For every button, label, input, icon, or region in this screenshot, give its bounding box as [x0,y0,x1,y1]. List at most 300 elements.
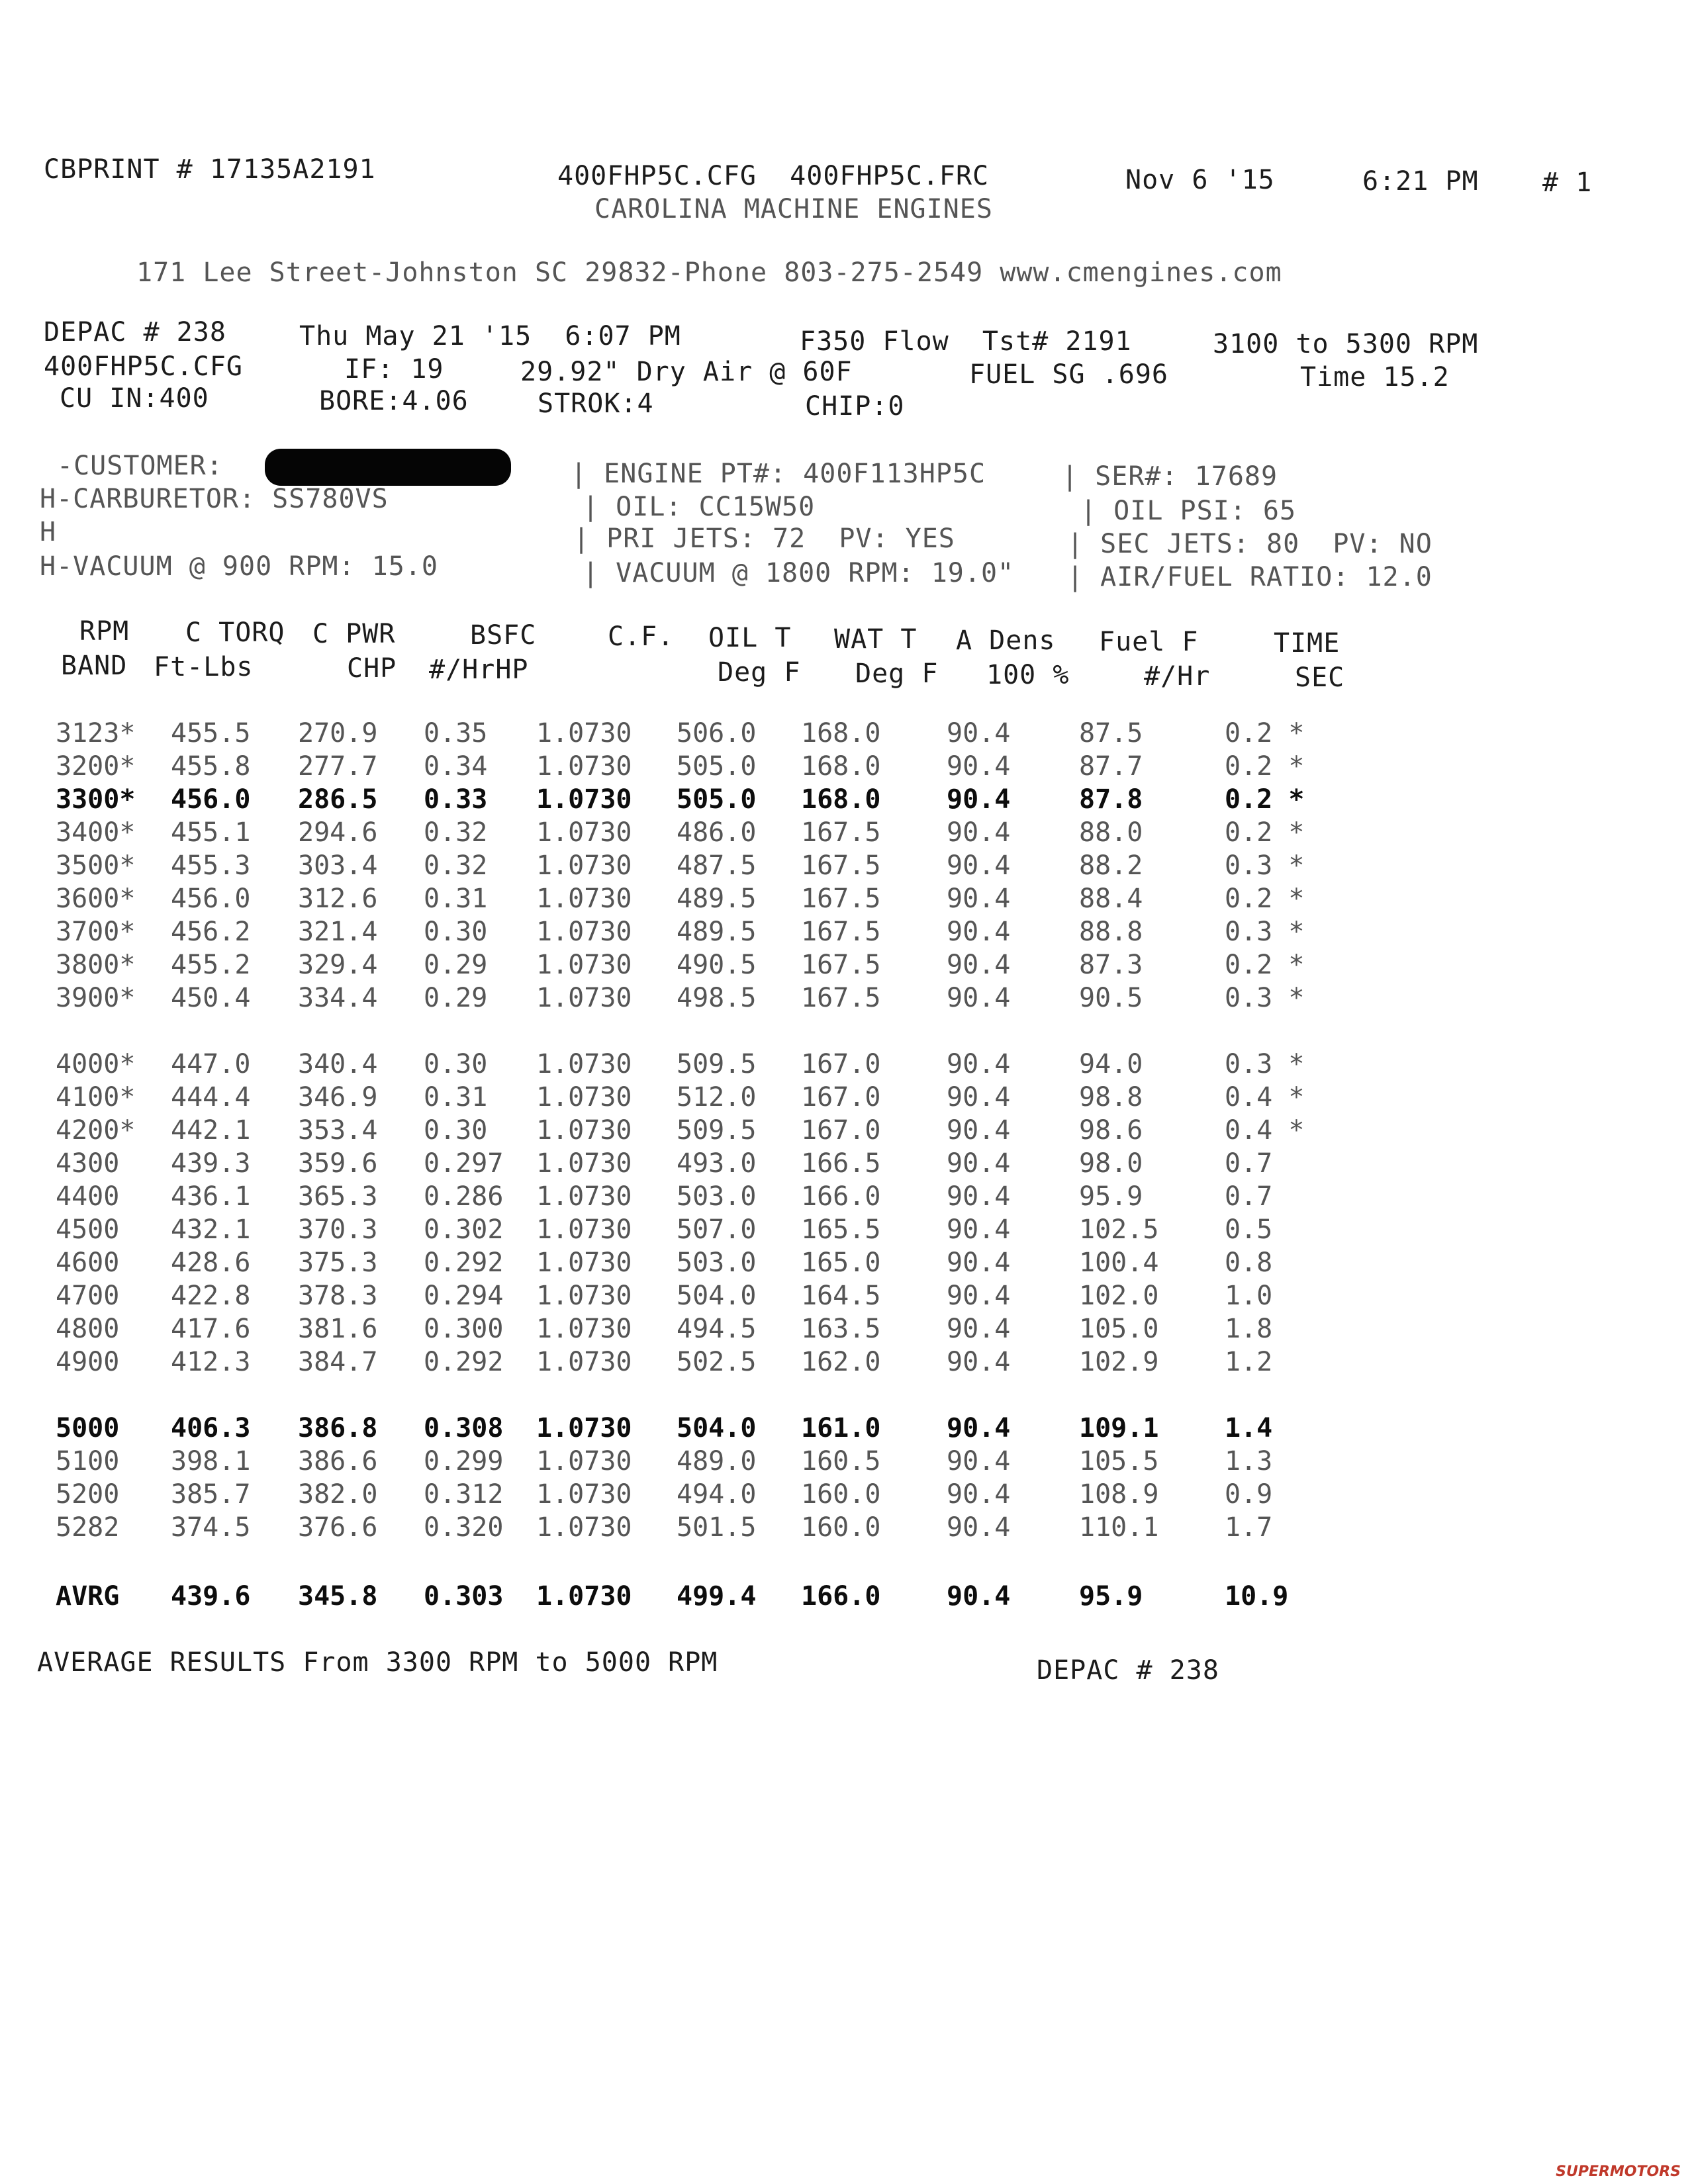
table-cell: 507.0 [677,1214,757,1245]
table-row [0,1148,1456,1179]
company-address: 171 Lee Street-Johnston SC 29832-Phone 803-275-2549 www.cmengines.com [136,257,1282,288]
table-cell: 378.3 [298,1281,378,1311]
table-row [0,1181,1456,1212]
table-cell: 455.8 [171,751,251,782]
table-cell: 0.2 * [1225,718,1305,749]
table-cell: 167.5 [801,850,881,881]
print-date: Nov 6 '15 [1125,165,1275,195]
column-header: OIL T [708,623,792,653]
table-cell: 168.0 [801,718,881,749]
table-row [0,717,1456,749]
table-cell: 3300* [56,784,136,815]
table-cell: 0.302 [424,1214,504,1245]
table-cell: 160.0 [801,1479,881,1510]
table-cell: 456.0 [171,884,251,914]
table-row [0,949,1456,981]
table-cell: 1.0730 [536,1049,632,1079]
table-cell: 1.0730 [536,1479,632,1510]
table-cell: 3400* [56,817,136,848]
table-row [0,784,1456,815]
average-cell: 345.8 [298,1581,378,1612]
average-cell: 0.303 [424,1581,504,1612]
table-cell: 161.0 [801,1413,881,1443]
table-cell: 167.5 [801,917,881,947]
column-header: Ft-Lbs [154,652,254,682]
table-cell: 0.3 * [1225,983,1305,1013]
table-cell: 168.0 [801,751,881,782]
table-cell: 163.5 [801,1314,881,1344]
table-cell: 1.0730 [536,1148,632,1179]
table-cell: 87.8 [1079,784,1143,815]
table-cell: 87.7 [1079,751,1143,782]
table-cell: 398.1 [171,1446,251,1477]
table-cell: 1.2 [1225,1347,1273,1377]
table-cell: 375.3 [298,1248,378,1278]
table-cell: 1.0730 [536,917,632,947]
table-cell: 90.4 [947,1413,1011,1443]
table-cell: 0.297 [424,1148,504,1179]
cu-in: CU IN:400 [60,383,209,414]
table-row [0,1048,1456,1080]
table-cell: 90.4 [947,917,1011,947]
column-header: Fuel F [1099,627,1199,657]
table-cell: 0.312 [424,1479,504,1510]
table-cell: 88.8 [1079,917,1143,947]
table-cell: 5000 [56,1413,120,1443]
average-summary: AVERAGE RESULTS From 3300 RPM to 5000 RPM [37,1647,718,1678]
table-row [0,850,1456,882]
table-cell: 436.1 [171,1181,251,1212]
table-cell: 90.4 [947,1214,1011,1245]
table-cell: 417.6 [171,1314,251,1344]
table-cell: 444.4 [171,1082,251,1113]
table-cell: 489.5 [677,884,757,914]
table-cell: 90.5 [1079,983,1143,1013]
table-cell: 0.286 [424,1181,504,1212]
table-cell: 312.6 [298,884,378,914]
table-cell: 0.3 * [1225,850,1305,881]
table-cell: 166.0 [801,1181,881,1212]
table-cell: 90.4 [947,1347,1011,1377]
table-cell: 489.0 [677,1446,757,1477]
bore: BORE:4.06 [319,386,469,416]
table-cell: 359.6 [298,1148,378,1179]
table-cell: 4600 [56,1248,120,1278]
table-cell: 498.5 [677,983,757,1013]
table-cell: 87.3 [1079,950,1143,980]
table-row [0,1115,1456,1146]
table-cell: 88.2 [1079,850,1143,881]
table-cell: 167.0 [801,1049,881,1079]
table-cell: 494.5 [677,1314,757,1344]
column-header: CHP [347,653,397,684]
table-cell: 1.4 [1225,1413,1273,1443]
table-cell: 0.9 [1225,1479,1273,1510]
table-cell: 167.5 [801,950,881,980]
table-cell: 370.3 [298,1214,378,1245]
table-row [0,1445,1456,1477]
customer-redaction [265,449,511,486]
table-cell: 1.0730 [536,718,632,749]
average-cell: 90.4 [947,1581,1011,1612]
oil-psi: | OIL PSI: 65 [1080,496,1297,526]
table-cell: 0.3 * [1225,917,1305,947]
customer-label: -CUSTOMER: [57,451,223,481]
table-cell: 303.4 [298,850,378,881]
table-cell: 321.4 [298,917,378,947]
table-cell: 167.0 [801,1082,881,1113]
table-cell: 0.29 [424,950,488,980]
table-cell: 504.0 [677,1413,757,1443]
table-cell: 486.0 [677,817,757,848]
table-cell: 90.4 [947,751,1011,782]
table-cell: 3700* [56,917,136,947]
table-cell: 166.5 [801,1148,881,1179]
depac-number: DEPAC # 238 [44,317,226,347]
table-cell: 90.4 [947,1115,1011,1146]
table-cell: 493.0 [677,1148,757,1179]
column-header: WAT T [834,624,918,655]
table-cell: 4300 [56,1148,120,1179]
table-cell: 0.4 * [1225,1082,1305,1113]
table-cell: 422.8 [171,1281,251,1311]
table-cell: 1.0730 [536,884,632,914]
air-condition: 29.92" Dry Air @ 60F [520,357,853,387]
table-cell: 1.0730 [536,784,632,815]
table-cell: 3123* [56,718,136,749]
table-cell: 374.5 [171,1512,251,1543]
vacuum-1800: | VACUUM @ 1800 RPM: 19.0" [583,558,1015,588]
table-cell: 503.0 [677,1181,757,1212]
table-cell: 494.0 [677,1479,757,1510]
table-cell: 4000* [56,1049,136,1079]
table-cell: 167.5 [801,817,881,848]
table-cell: 168.0 [801,784,881,815]
column-header: C.F. [608,621,675,652]
table-cell: 98.0 [1079,1148,1143,1179]
company-name: CAROLINA MACHINE ENGINES [594,194,993,224]
table-cell: 382.0 [298,1479,378,1510]
table-row [0,1081,1456,1113]
table-cell: 167.0 [801,1115,881,1146]
table-cell: 108.9 [1079,1479,1159,1510]
table-cell: 3900* [56,983,136,1013]
table-cell: 487.5 [677,850,757,881]
table-cell: 0.2 * [1225,751,1305,782]
print-id: CBPRINT # 17135A2191 [44,154,376,185]
table-cell: 376.6 [298,1512,378,1543]
table-cell: 90.4 [947,718,1011,749]
table-cell: 90.4 [947,850,1011,881]
table-cell: 439.3 [171,1148,251,1179]
table-cell: 4800 [56,1314,120,1344]
average-cell: 10.9 [1225,1581,1289,1612]
table-cell: 1.0730 [536,950,632,980]
table-row [0,1313,1456,1345]
table-cell: 456.2 [171,917,251,947]
table-cell: 1.0730 [536,1314,632,1344]
table-cell: 386.6 [298,1446,378,1477]
table-cell: 365.3 [298,1181,378,1212]
table-cell: 0.33 [424,784,488,815]
table-row [0,751,1456,782]
table-cell: 0.292 [424,1347,504,1377]
table-cell: 165.0 [801,1248,881,1278]
table-row [0,1247,1456,1279]
table-cell: 0.30 [424,1115,488,1146]
table-cell: 88.4 [1079,884,1143,914]
table-cell: 5100 [56,1446,120,1477]
table-cell: 286.5 [298,784,378,815]
table-row [0,1412,1456,1444]
table-cell: 160.5 [801,1446,881,1477]
table-cell: 90.4 [947,784,1011,815]
table-cell: 105.5 [1079,1446,1159,1477]
watermark-logo: SUPERMOTORS [1556,2163,1681,2180]
table-cell: 505.0 [677,784,757,815]
table-cell: 1.8 [1225,1314,1273,1344]
table-cell: 504.0 [677,1281,757,1311]
table-cell: 1.0730 [536,850,632,881]
page-number: # 1 [1542,167,1593,198]
table-row [0,817,1456,848]
table-cell: 0.29 [424,983,488,1013]
print-time: 6:21 PM [1362,166,1479,197]
table-cell: 1.0730 [536,1181,632,1212]
table-cell: 0.5 [1225,1214,1273,1245]
table-row [0,982,1456,1014]
test-date: Thu May 21 '15 6:07 PM [299,321,681,351]
table-row [0,1512,1456,1543]
column-header: A Dens [956,625,1056,656]
table-cell: 1.0 [1225,1281,1273,1311]
average-cell: 439.6 [171,1581,251,1612]
table-cell: 164.5 [801,1281,881,1311]
column-header: BAND [61,651,128,681]
config-name: 400FHP5C.CFG [44,351,243,382]
table-cell: 4500 [56,1214,120,1245]
table-cell: 385.7 [171,1479,251,1510]
table-cell: 90.4 [947,1446,1011,1477]
table-cell: 384.7 [298,1347,378,1377]
table-cell: 0.30 [424,917,488,947]
table-cell: 0.3 * [1225,1049,1305,1079]
column-header: C PWR [312,619,396,649]
table-cell: 90.4 [947,983,1011,1013]
table-cell: 512.0 [677,1082,757,1113]
table-cell: 294.6 [298,817,378,848]
table-cell: 0.308 [424,1413,504,1443]
table-cell: 1.0730 [536,983,632,1013]
column-header: Deg F [718,657,801,688]
table-cell: 5282 [56,1512,120,1543]
table-cell: 505.0 [677,751,757,782]
table-cell: 167.5 [801,884,881,914]
column-header: TIME [1274,628,1341,659]
table-cell: 110.1 [1079,1512,1159,1543]
column-header: #/Hr [1144,661,1211,692]
table-cell: 167.5 [801,983,881,1013]
table-cell: 0.31 [424,884,488,914]
table-cell: 455.1 [171,817,251,848]
table-cell: 0.4 * [1225,1115,1305,1146]
vacuum-900: H-VACUUM @ 900 RPM: 15.0 [40,551,438,582]
table-cell: 1.0730 [536,1512,632,1543]
table-cell: 90.4 [947,884,1011,914]
table-cell: 95.9 [1079,1181,1143,1212]
table-cell: 90.4 [947,1181,1011,1212]
table-cell: 501.5 [677,1512,757,1543]
average-cell: 499.4 [677,1581,757,1612]
table-cell: 90.4 [947,1082,1011,1113]
column-header: Deg F [855,659,939,689]
oil-type: | OIL: CC15W50 [583,492,816,522]
table-cell: 455.2 [171,950,251,980]
engine-part-number: | ENGINE PT#: 400F113HP5C [571,459,986,489]
table-cell: 455.5 [171,718,251,749]
table-cell: 502.5 [677,1347,757,1377]
table-cell: 509.5 [677,1115,757,1146]
stroke: STROK:4 [538,388,654,419]
table-cell: 105.0 [1079,1314,1159,1344]
table-cell: 102.0 [1079,1281,1159,1311]
secondary-jets: | SEC JETS: 80 PV: NO [1067,529,1433,559]
table-row [0,883,1456,915]
rpm-range: 3100 to 5300 RPM [1213,329,1479,359]
table-cell: 3500* [56,850,136,881]
table-cell: 94.0 [1079,1049,1143,1079]
table-cell: 4100* [56,1082,136,1113]
table-cell: 428.6 [171,1248,251,1278]
time-value: Time 15.2 [1300,362,1450,392]
table-cell: 509.5 [677,1049,757,1079]
average-cell: 166.0 [801,1581,881,1612]
table-row [0,1479,1456,1510]
table-cell: 0.7 [1225,1148,1273,1179]
table-cell: 0.32 [424,817,488,848]
table-cell: 0.8 [1225,1248,1273,1278]
table-cell: 456.0 [171,784,251,815]
table-cell: 90.4 [947,1248,1011,1278]
average-cell: 95.9 [1079,1581,1143,1612]
table-cell: 0.294 [424,1281,504,1311]
table-cell: 334.4 [298,983,378,1013]
table-cell: 0.2 * [1225,950,1305,980]
table-cell: 406.3 [171,1413,251,1443]
table-cell: 506.0 [677,718,757,749]
config-files: 400FHP5C.CFG 400FHP5C.FRC [557,161,990,191]
column-header: RPM [79,616,130,647]
table-cell: 0.32 [424,850,488,881]
carburetor: H-CARBURETOR: SS780VS [40,484,389,514]
table-cell: 353.4 [298,1115,378,1146]
footer-depac: DEPAC # 238 [1037,1655,1219,1686]
table-cell: 447.0 [171,1049,251,1079]
average-cell: AVRG [56,1581,120,1612]
table-cell: 1.0730 [536,1347,632,1377]
table-cell: 1.0730 [536,1082,632,1113]
table-cell: 90.4 [947,1281,1011,1311]
table-cell: 1.0730 [536,817,632,848]
table-cell: 381.6 [298,1314,378,1344]
table-cell: 87.5 [1079,718,1143,749]
table-cell: 90.4 [947,1049,1011,1079]
table-cell: 98.6 [1079,1115,1143,1146]
average-row [0,1580,1456,1612]
chip: CHIP:0 [805,391,905,422]
table-cell: 160.0 [801,1512,881,1543]
table-cell: 270.9 [298,718,378,749]
table-cell: 412.3 [171,1347,251,1377]
table-cell: 90.4 [947,1314,1011,1344]
table-cell: 346.9 [298,1082,378,1113]
table-cell: 0.7 [1225,1181,1273,1212]
table-cell: 432.1 [171,1214,251,1245]
table-row [0,1280,1456,1312]
table-cell: 1.7 [1225,1512,1273,1543]
table-cell: 0.30 [424,1049,488,1079]
table-cell: 489.5 [677,917,757,947]
table-cell: 88.0 [1079,817,1143,848]
h-line: H [40,517,57,547]
column-header: C TORQ [185,617,285,648]
column-header: SEC [1295,662,1345,693]
table-cell: 98.8 [1079,1082,1143,1113]
table-cell: 450.4 [171,983,251,1013]
table-cell: 0.31 [424,1082,488,1113]
if-value: IF: 19 [344,354,444,385]
table-cell: 90.4 [947,1512,1011,1543]
table-cell: 1.3 [1225,1446,1273,1477]
table-cell: 90.4 [947,950,1011,980]
fuel-sg: FUEL SG .696 [969,359,1168,390]
table-cell: 3200* [56,751,136,782]
table-cell: 490.5 [677,950,757,980]
table-cell: 100.4 [1079,1248,1159,1278]
table-cell: 0.2 * [1225,817,1305,848]
table-cell: 1.0730 [536,1413,632,1443]
table-cell: 0.34 [424,751,488,782]
table-cell: 165.5 [801,1214,881,1245]
table-cell: 4400 [56,1181,120,1212]
primary-jets: | PRI JETS: 72 PV: YES [573,523,955,554]
table-cell: 0.299 [424,1446,504,1477]
table-cell: 4900 [56,1347,120,1377]
table-cell: 102.9 [1079,1347,1159,1377]
column-header: #/HrHP [429,655,529,685]
table-cell: 90.4 [947,817,1011,848]
average-cell: 1.0730 [536,1581,632,1612]
table-cell: 4700 [56,1281,120,1311]
table-cell: 0.300 [424,1314,504,1344]
serial-number: | SER#: 17689 [1062,461,1278,492]
table-row [0,1214,1456,1246]
table-cell: 455.3 [171,850,251,881]
table-cell: 0.292 [424,1248,504,1278]
table-cell: 442.1 [171,1115,251,1146]
table-cell: 0.2 * [1225,784,1305,815]
column-header: 100 % [986,660,1070,690]
table-cell: 386.8 [298,1413,378,1443]
table-cell: 109.1 [1079,1413,1159,1443]
table-cell: 1.0730 [536,751,632,782]
table-cell: 102.5 [1079,1214,1159,1245]
table-row [0,1346,1456,1378]
table-cell: 90.4 [947,1148,1011,1179]
table-cell: 0.320 [424,1512,504,1543]
table-cell: 5200 [56,1479,120,1510]
test-name: F350 Flow Tst# 2191 [800,326,1132,357]
